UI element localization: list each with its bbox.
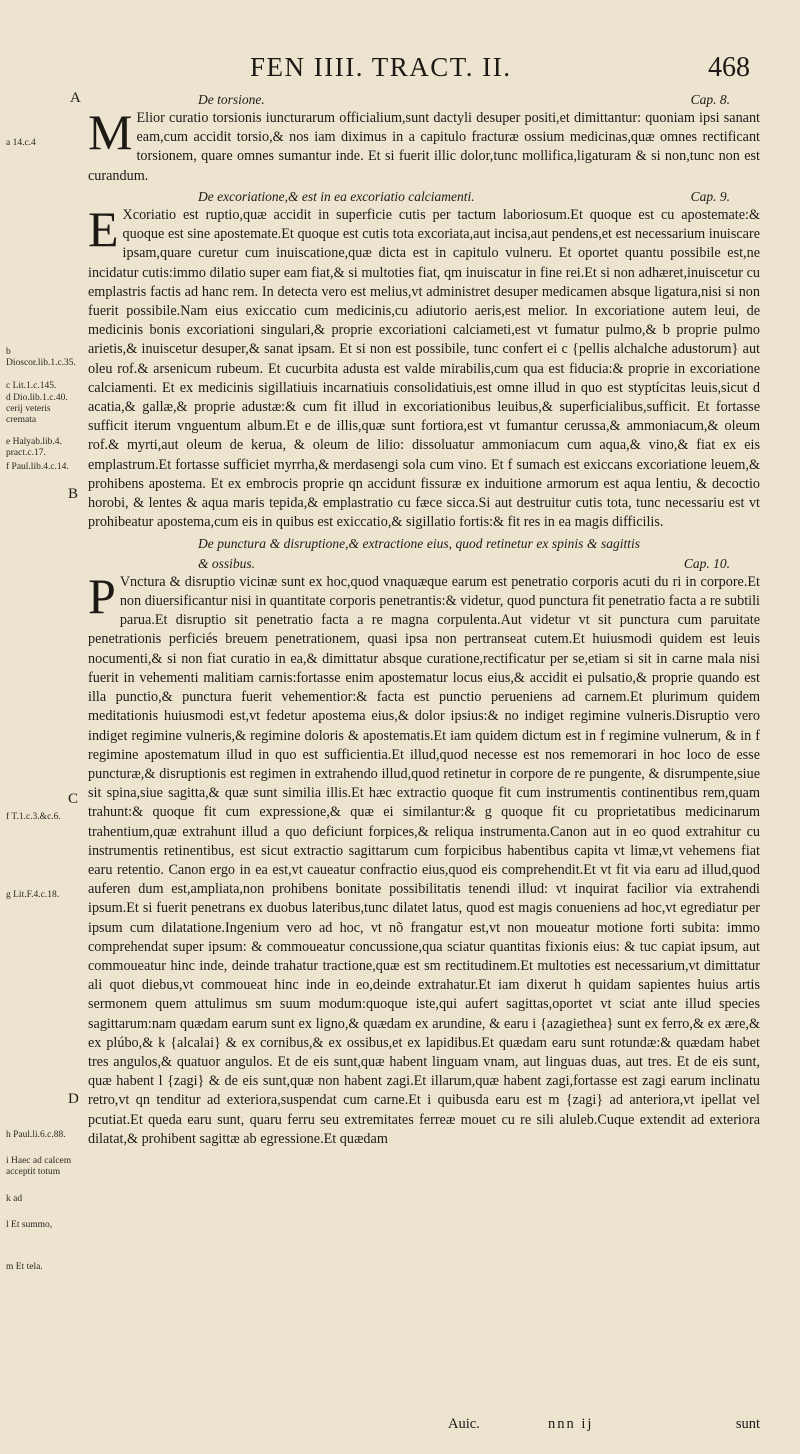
chapter-paragraph (88, 567, 760, 1149)
drop-capital: M (88, 104, 133, 160)
margin-note: k ad (6, 1194, 23, 1204)
margin-note: m Et tela. (6, 1262, 43, 1272)
chapter-paragraph (88, 201, 760, 532)
margin-note: h Paul.li.6.c.88. (6, 1130, 66, 1140)
chapter-title: De punctura & disruptione,& extractione eius, quod retinetur ex spinis & sagittis & ossibus. (198, 536, 640, 571)
catchword: sunt (735, 1416, 760, 1432)
margin-note: f T.1.c.3.&c.6. (6, 812, 61, 822)
gathering-mark: nnn ij (548, 1416, 594, 1432)
main-text (68, 90, 760, 1149)
chapter-number: Cap. 9. (690, 188, 730, 204)
chapter-heading (88, 187, 760, 206)
signature-mark: Auic. (448, 1416, 480, 1432)
section-marker: D (68, 1091, 79, 1107)
paragraph-text: Elior curatio torsionis iuncturarum officialium,sunt dactyli desuper positi,et dimittantur: quoniam ipsi sanant eam,cum accidit torsio,& nos iam diximus in a capitulo fracturæ ossium medicinas,quæ omnes rectificant torsionem, quare omnes sumantur inde. Et si fuerit illic dolor,tunc mollifica,ligaturam & si non,tunc non est curandum. (88, 110, 760, 184)
paragraph-text: Xcoriatio est ruptio,quæ accidit in superficie cutis per tactum laboriosum.Et quoque est cu apostemate:& quoque est sine apostemate.Et quoque est cutis tota excoriata,aut incisa,aut pendens,et est necessarium inuiscare ipsam,quare curetur cum inuiscatione,quæ dicta est in capitulo vulneru. Et oportet quantu possibile est,ne incidatur cutis:immo dilatio super eam fiat,& si multoties fiat, qm inuiscatur in fine rei.Et si non adhæret,inuiscetur cu emplastris factis ad hanc rem. In detecta vero est melius,vt administret desuper medicamen absque ligatura,nisi si non fuerit possibile.Nam eius exiccatio cum medicinis,cu adiutorio aeris,est melior. In excoriatione autem leui, de medicinis bonis excoriationi singulari,& proprie excoriationi calciameti,est vt fumatur pulmo,& b proprie pulmo arietis,& inuiscetur desuper,& sanat ipsam. Et si non est possibile, tunc confert ei c {pellis alchalche adustorum} aut oleu rof.& arsenicum rubeum. Et cucurbita adusta est valde mirabilis,cum qua est fiducia:& proprie in excoriatione calciamenti. Et ex medicinis sigillatiuis incarnatiuis consolidatiuis,est omne illud in quo est styptícitas leuis,sicut d acatia,& gallæ,& proprie adustæ:& cum fit illud in excoriationibus leuibus,& superficialibus,sufficit. Et fortasse sufficit iterum vnguentum album.Et e de illis,quæ sunt fortiora,est vt fumantur cerussa,& ammoniacum,& oleum rof.& myrti,aut oleum de kerua, & oleum de lilio: dissoluatur ammoniacum cum aqua,& vino,& fiat ex eis emplastrum.Et fortasse sufficiet myrrha,& merdasengi sola cum vino. Et f sumach est exiccans excoriatione leuem,& prohibens apostema. Et ex embrocis proprie qn accidunt fissuræ ex induitione armorum est aqua lentiu, & decoctio horobi, & lentes & aqua maris tepida,& emplastratio cu fæce sicca.Si aut destruitur cutis tota, tunc necessariu est vt prohibeatur apostema,cum eis in quibus est exiccatio,& sigillatio fortis:& fit res in ea magis difficilis. (88, 207, 760, 531)
paragraph-text: Vnctura & disruptio vicinæ sunt ex hoc,quod vnaquæque earum est penetratio corporis acuti du ri in corpore.Et non diuersificantur nisi in quantitate corporis penetrantis:& videtur, quod punctura fit penetratio facta a re subtili parua.Et disruptio sit penetratio facta a re magna corpulenta.Aut videtur vt sit punctura cum paruitate penetrationis perficiés breuem penetrationem, quasi ipsa non pertranseat cutem.Et huiusmodi quidem est leuis nocumenti,& si non fiat curatio in ea,& dimittatur absque curatione,rectificatur per se,etiam si sit in carne mala nisi fuerit in vehementi malitiam carnis:fortasse enim apostematur locus eius,& accidit ei pulsatio,& proprie quando est illa punctio,& punctura fuerit vehementior:& facta est punctio perueniens ad carnem.Et plurimum quidem meditationis huiusmodi est,vt fedetur apostema eius,& dolor ipsius:& no indiget regimine vulneris.Disruptio vero indiget regimine vulneris,& regimine doloris & apostematis.Et iam quidem dictum est in f regimine vulnerum, & in f regimine apostematum illud in quo est sufficientia.Et illud,quod necesse est nos rememorari in hoc loco de esse puncturæ,& disruptionis est regimen in extrahendo illud,quod retinetur in corpore de re pungente, & disrumpente,siue sit spina,siue sagitta,& quæ sunt similia illis.Et hæc extractio quoque fit cum instrumentis continentibus rem,quam trahunt:& quoque fit cum expressione,& quæ ei similantur:& g quoque fit cu proprietatibus medicinarum trahentium,quæ extrahunt illud a quo deficiunt forpices,& reliqua instrumenta.Canon aut in eo quod extrahitur cu instrumentis retinentibus, est sicut extractio sagittarum cum forpicibus habentibus capita vt limæ,vt vehemens fiat earu retentio. Canon ergo in ea est,vt caueatur confractio eius,quod eis comprehendit.Et vt fit via earu ad illud,quod auferen dum est,ampliata,non prohibens bonitate possibilitatis tenendi illud: vt inquirat facilior via extrahendi ipsum.Et si fuerit penetrans ex duobus lateribus,tunc dilatet latus, quod est magis conueniens ad hoc,vt egrediatur per ipsum cum dilatatione.Ingenium vero ad hoc, vt nõ frangatur est,vt non moueatur motione forti subita: immo comprehendat super ipsum: & commoueatur concussione,qua sciatur quantitas fixionis eius: & tuc capiat ipsum, aut commoueatur hinc inde, deinde trahatur tractione,quæ est sm rectitudinem.Et multoties est necessarium,vt dimittatur ali quot diebus,vt commoueat hinc inde in eo,deinde extrahatur.Et iam dixerut h quidam sapientes huius artis sermonem quem attulimus sm suum modum:quoque iste,qui aufert sagittas,oportet vt sciat ante illud species sagittarum:nam quædam earum sunt ex ligno,& quædam ex arundine, & earu i {azagiethea} sunt ex ferro,& ex ære,& ex plúbo,& k {alcalai} & ex cornibus,& ex ossibus,et ex lapidibus.Et quædam earu sunt rotundæ:& quædam habet tres angulos,& quatuor angulos. Et de eis sunt,quæ habent linguam vnam, aut linguas duas, aut tres. Et de eis sunt, quæ habent l {zagi} & de eis sunt,quæ non habent zagi.Et illarum,quæ habent zagi,fortasse est zagi earum inclinatu retro,vt qn tenditur ad exteriora,suspendat cum carne.Et i quibusda earu est m {zagi} ad anteriora,vt ipellat vel pcutiat.Et queda earu sunt, quaru ferru seu extremitates ferreæ mouet cu re sili aluleb.Cuque extendit ad exteriora dilatat,& prohibent sagittæ ab egressione.Et quædam (88, 573, 760, 1147)
margin-note: f Paul.lib.4.c.14. (6, 462, 69, 472)
margin-note: e Halyab.lib.4. pract.c.17. (6, 437, 62, 458)
margin-note: d Dio.lib.1.c.40. cerij veteris cremata (6, 393, 68, 425)
drop-capital: P (88, 567, 116, 624)
chapter-heading (88, 534, 760, 572)
chapter-number: Cap. 8. (690, 92, 730, 107)
section-marker: A (70, 90, 81, 106)
chapter-paragraph (88, 104, 760, 186)
chapter-title: De torsione. (198, 92, 265, 107)
chapter-heading (70, 90, 760, 109)
margin-note: g Lit.F.4.c.18. (6, 890, 60, 900)
margin-note: b Dioscor.lib.1.c.35. (6, 347, 76, 368)
page-footer (88, 1416, 760, 1438)
page-header (250, 52, 750, 88)
section-marker: C (68, 791, 79, 807)
section-marker: B (68, 486, 79, 502)
folio-number: 468 (708, 52, 750, 83)
margin-note: i Haec ad calcem acceptit totum (6, 1156, 72, 1177)
margin-note: c Lit.1.c.145. (6, 381, 57, 391)
chapter-number: Cap. 10. (683, 555, 730, 571)
running-head: FEN IIII. TRACT. II. (250, 52, 512, 82)
margin-note: a 14.c.4 (6, 138, 36, 148)
chapter-title: De excoriatione,& est in ea excoriatio calciamenti. (198, 188, 475, 204)
drop-capital: E (88, 201, 119, 258)
margin-note: l Et summo, (6, 1220, 53, 1230)
